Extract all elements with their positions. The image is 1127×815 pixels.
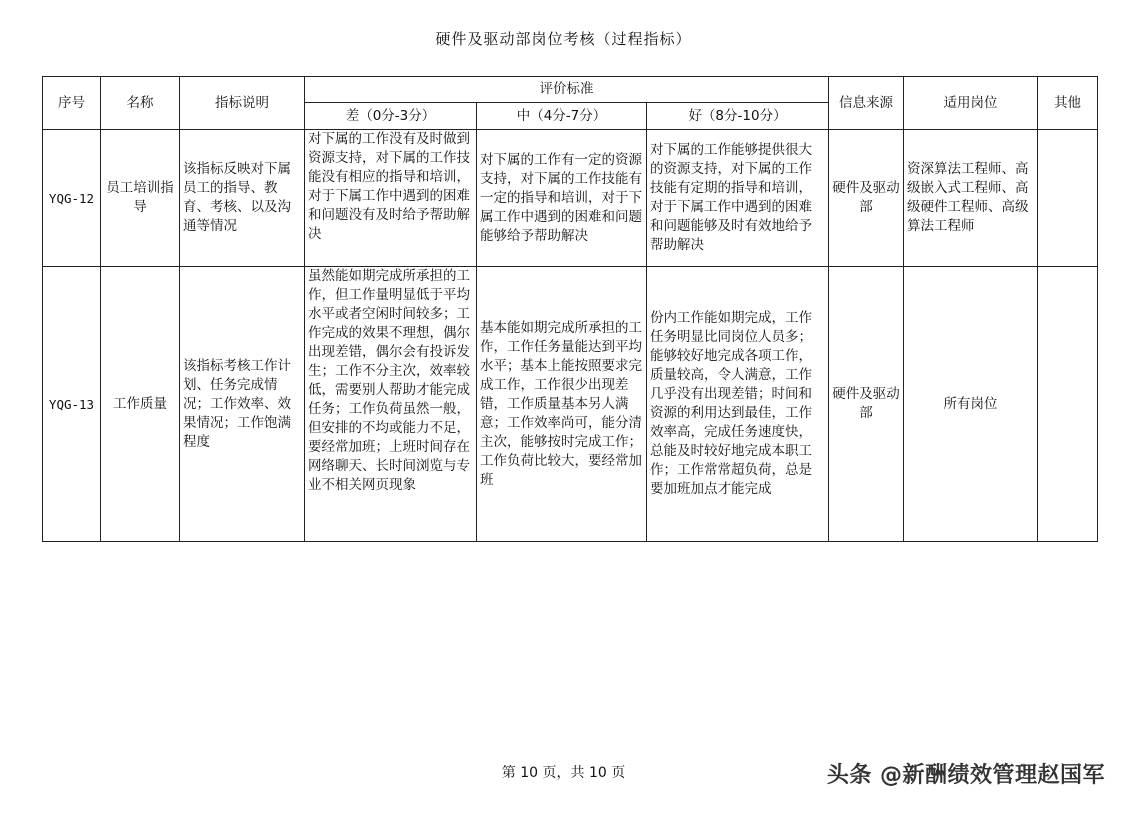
page-number: 第 10 页，共 10 页 bbox=[501, 765, 626, 781]
row-criteria-good: 份内工作能如期完成，工作任务明显比同岗位人员多；能够较好地完成各项工作，质量较高，令人满意，工作几乎没有出现差错；时间和资源的利用达到最佳，工作效率高，完成任务速度快，总能及时较好地完成本职工作；工作常常超负荷，总是要加班加点才能完成 bbox=[647, 267, 829, 542]
row-criteria-good: 对下属的工作能够提供很大的资源支持，对下属的工作技能有定期的指导和培训，对于下属工作中遇到的困难和问题能够及时有效地给予帮助解决 bbox=[647, 130, 829, 267]
row-criteria-medium: 基本能如期完成所承担的工作，工作任务量能达到平均水平；基本上能按照要求完成工作，工作很少出现差错，工作质量基本另人满意；工作效率尚可，能分清主次，能够按时完成工作；工作负荷比较大，要经常加班 bbox=[477, 267, 647, 542]
row-desc: 该指标反映对下属员工的指导、教育、考核、以及沟通等情况 bbox=[180, 130, 305, 267]
row-seq: YQG-12 bbox=[43, 130, 101, 267]
row-other bbox=[1038, 130, 1098, 267]
row-source: 硬件及驱动部 bbox=[829, 267, 904, 542]
row-source: 硬件及驱动部 bbox=[829, 130, 904, 267]
table-row bbox=[43, 267, 1098, 542]
kpi-table bbox=[42, 76, 1098, 542]
row-criteria-medium: 对下属的工作有一定的资源支持，对下属的工作技能有一定的指导和培训，对于下属工作中遇到的困难和问题能够给予帮助解决 bbox=[477, 130, 647, 267]
header-source: 信息来源 bbox=[829, 77, 904, 130]
header-name: 名称 bbox=[101, 77, 180, 130]
header-positions: 适用岗位 bbox=[904, 77, 1038, 130]
header-row bbox=[43, 77, 1098, 103]
row-other bbox=[1038, 267, 1098, 542]
table-row bbox=[43, 130, 1098, 267]
header-good: 好（8分-10分） bbox=[647, 103, 829, 130]
header-desc: 指标说明 bbox=[180, 77, 305, 130]
row-name: 工作质量 bbox=[101, 267, 180, 542]
watermark: 头条 @新酬绩效管理赵国军 bbox=[826, 763, 1105, 788]
row-criteria-poor: 对下属的工作没有及时做到资源支持，对下属的工作技能没有相应的指导和培训，对于下属工作中遇到的困难和问题没有及时给予帮助解决 bbox=[305, 130, 477, 267]
row-criteria-poor: 虽然能如期完成所承担的工作，但工作量明显低于平均水平或者空闲时间较多；工作完成的效果不理想，偶尔出现差错，偶尔会有投诉发生；工作不分主次，效率较低，需要别人帮助才能完成任务；工作负荷虽然一般，但安排的不均或能力不足，要经常加班；上班时间存在网络聊天、长时间浏览与专业不相关网页现象 bbox=[305, 267, 477, 542]
row-name: 员工培训指导 bbox=[101, 130, 180, 267]
header-other: 其他 bbox=[1038, 77, 1098, 130]
header-criteria: 评价标准 bbox=[305, 77, 829, 103]
header-medium: 中（4分-7分） bbox=[477, 103, 647, 130]
row-positions: 所有岗位 bbox=[904, 267, 1038, 542]
row-desc: 该指标考核工作计划、任务完成情况；工作效率、效果情况；工作饱满程度 bbox=[180, 267, 305, 542]
row-seq: YQG-13 bbox=[43, 267, 101, 542]
page-title: 硬件及驱动部岗位考核（过程指标） bbox=[435, 30, 692, 48]
row-positions: 资深算法工程师、高级嵌入式工程师、高级硬件工程师、高级算法工程师 bbox=[904, 130, 1038, 267]
header-seq: 序号 bbox=[43, 77, 101, 130]
header-poor: 差（0分-3分） bbox=[305, 103, 477, 130]
